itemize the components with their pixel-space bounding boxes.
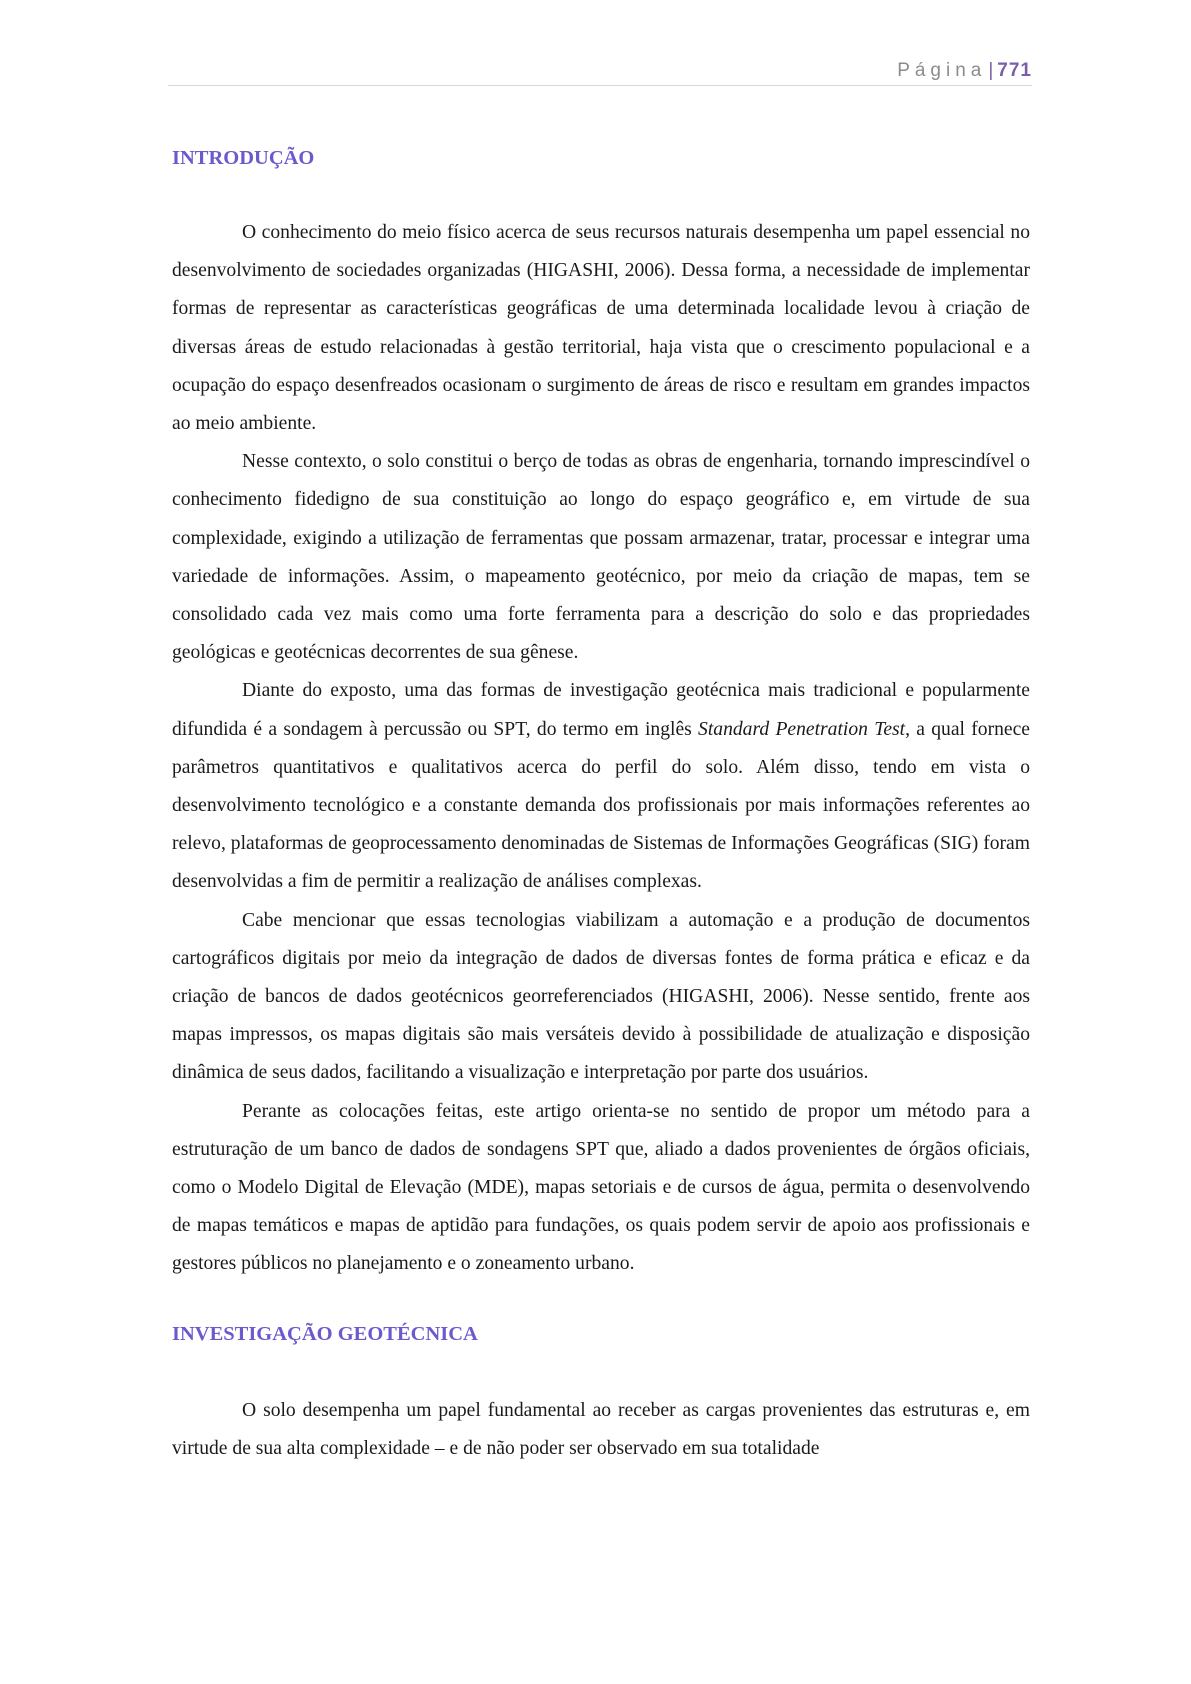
paragraph-intro-3-text-before: Diante do exposto, uma das formas de investigação geotécnica mais tradicional e popularmente difundida é a sondagem à percussão ou SPT, do termo em inglês (172, 680, 1030, 740)
page-header (168, 60, 1032, 86)
page-label: Página (897, 60, 987, 81)
italic-term-spt: Standard Penetration Test (698, 718, 906, 740)
paragraph-intro-4: Cabe mencionar que essas tecnologias viabilizam a automação e a produção de documentos cartográficos digitais por meio da integração de dados de diversas fontes de forma prática e eficaz e da criação de bancos de dados geotécnicos georreferenciados (HIGASHI, 2006). Nesse sentido, frente aos mapas impressos, os mapas digitais são mais versáteis devido à possibilidade de atualização e disposição dinâmica de seus dados, facilitando a visualização e interpretação por parte dos usuários. (172, 909, 1030, 1084)
section-heading-investigacao-geotecnica: INVESTIGAÇÃO GEOTÉCNICA (172, 1322, 478, 1345)
paragraph-intro-3 (172, 672, 1030, 901)
paragraph-intro-2: Nesse contexto, o solo constitui o berço de todas as obras de engenharia, tornando imprescindível o conhecimento fidedigno de sua constituição ao longo do espaço geográfico e, em virtude de sua complexidade, exigindo a utilização de ferramentas que possam armazenar, tratar, processar e integrar uma variedade de informações. Assim, o mapeamento geotécnico, por meio da criação de mapas, tem se consolidado cada vez mais como uma forte ferramenta para a descrição do solo e das propriedades geológicas e geotécnicas decorrentes de sua gênese. (172, 451, 1030, 664)
paragraph-intro-3-text-after: , a qual fornece parâmetros quantitativos e qualitativos acerca do perfil do solo. Além disso, tendo em vista o desenvolvimento tecnológico e a constante demanda dos profissionais por mais informações referentes ao relevo, plataformas de geoprocessamento denominadas de Sistemas de Informações Geográficas (SIG) foram desenvolvidas a fim de permitir a realização de análises complexas. (172, 718, 1030, 893)
page-separator: | (988, 60, 994, 81)
paragraph-intro-1: O conhecimento do meio físico acerca de seus recursos naturais desempenha um papel essencial no desenvolvimento de sociedades organizadas (HIGASHI, 2006). Dessa forma, a necessidade de implementar formas de representar as características geográficas de uma determinada localidade levou à criação de diversas áreas de estudo relacionadas à gestão territorial, haja vista que o crescimento populacional e a ocupação do espaço desenfreados ocasionam o surgimento de áreas de risco e resultam em grandes impactos ao meio ambiente. (172, 222, 1030, 435)
page-number: 771 (997, 60, 1032, 81)
document-body (172, 142, 1030, 1468)
paragraph-investigacao-1: O solo desempenha um papel fundamental ao receber as cargas provenientes das estruturas e, em virtude de sua alta complexidade – e de não poder ser observado em sua totalidade (172, 1399, 1030, 1459)
paragraph-intro-5: Perante as colocações feitas, este artigo orienta-se no sentido de propor um método para a estruturação de um banco de dados de sondagens SPT que, aliado a dados provenientes de órgãos oficiais, como o Modelo Digital de Elevação (MDE), mapas setoriais e de cursos de água, permita o desenvolvendo de mapas temáticos e mapas de aptidão para fundações, os quais podem servir de apoio aos profissionais e gestores públicos no planejamento e o zoneamento urbano. (172, 1100, 1030, 1275)
section-heading-introducao: INTRODUÇÃO (172, 147, 315, 169)
